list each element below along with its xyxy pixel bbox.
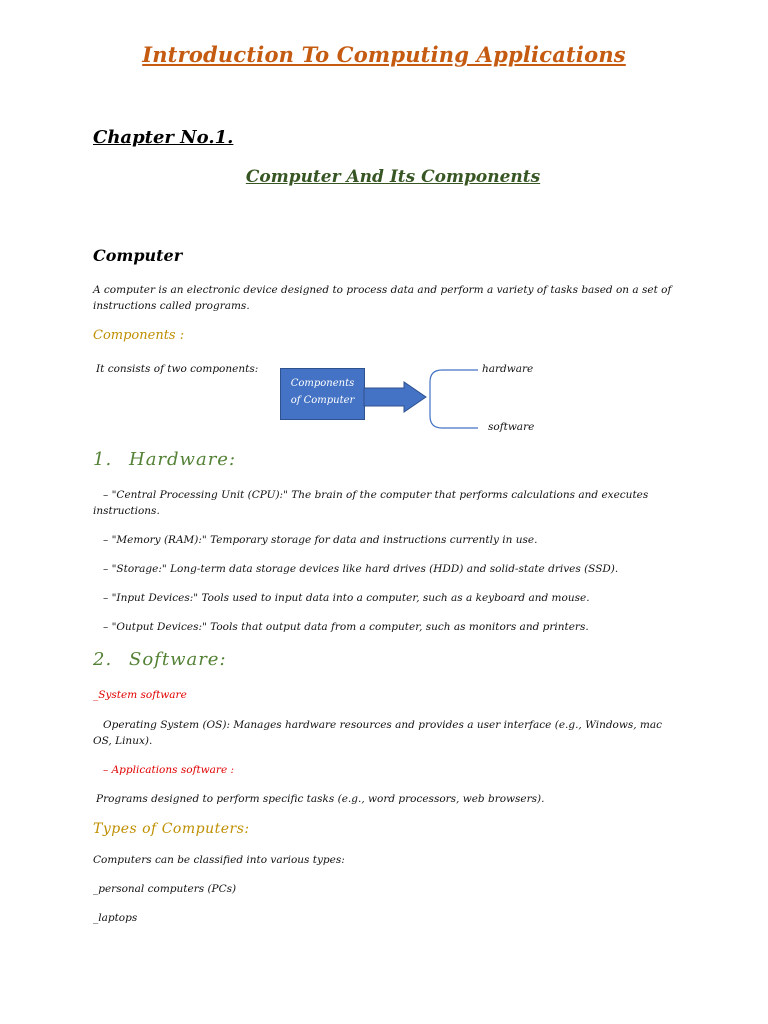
types-item-pc: _personal computers (PCs) — [93, 883, 237, 895]
system-desc-line-1: Operating System (OS): Manages hardware resources and provides a user interface (e.g., Windows, mac — [103, 719, 663, 731]
types-intro: Computers can be classified into various types: — [93, 854, 345, 866]
definition-line-2: instructions called programs. — [93, 300, 250, 312]
hardware-number: 1. — [93, 449, 113, 470]
hardware-item-line: – "Central Processing Unit (CPU):" The brain of the computer that performs calculations and executes — [103, 489, 649, 501]
hardware-item-input: – "Input Devices:" Tools used to input data into a computer, such as a keyboard and mouse. — [103, 592, 590, 604]
components-diagram-arrow-brace — [360, 360, 500, 440]
diagram-branch-hardware: hardware — [482, 363, 534, 375]
types-item-laptops: _laptops — [93, 912, 138, 924]
diagram-arrow — [364, 382, 426, 412]
diagram-brace — [430, 370, 478, 428]
system-desc-line-2: OS, Linux). — [93, 735, 153, 747]
hardware-title: Hardware: — [129, 449, 237, 470]
diagram-branch-software: software — [488, 421, 535, 433]
system-software-description — [93, 717, 693, 749]
document-title: Introduction To Computing Applications — [142, 42, 626, 67]
hardware-item-storage: – "Storage:" Long-term data storage devices like hard drives (HDD) and solid-state drives (SSD). — [103, 563, 619, 575]
components-diagram-box — [280, 368, 365, 420]
diagram-box-line-2: of Computer — [290, 395, 355, 406]
chapter-subtitle: Computer And Its Components — [245, 167, 541, 187]
applications-software-description: Programs designed to perform specific tasks (e.g., word processors, web browsers). — [96, 793, 545, 805]
types-heading: Types of Computers: — [93, 821, 250, 837]
software-heading — [93, 649, 227, 670]
chapter-heading: Chapter No.1. — [93, 127, 234, 148]
diagram-box-line-1: Components — [290, 378, 355, 389]
hardware-item-output: – "Output Devices:" Tools that output data from a computer, such as monitors and printers. — [103, 621, 589, 633]
hardware-item-line: instructions. — [93, 505, 160, 517]
components-heading: Components : — [93, 328, 185, 343]
hardware-item-memory: – "Memory (RAM):" Temporary storage for data and instructions currently in use. — [103, 534, 538, 546]
computer-definition — [93, 282, 693, 314]
definition-line-1: A computer is an electronic device designed to process data and perform a variety of tasks based on a set of — [93, 284, 672, 296]
computer-heading: Computer — [93, 246, 183, 265]
applications-software-label: – Applications software : — [103, 764, 235, 776]
hardware-heading — [93, 449, 236, 470]
hardware-item-cpu — [93, 487, 693, 519]
system-software-label: _System software — [93, 689, 187, 701]
components-intro: It consists of two components: — [96, 363, 259, 375]
software-title: Software: — [129, 649, 227, 670]
software-number: 2. — [93, 649, 113, 670]
